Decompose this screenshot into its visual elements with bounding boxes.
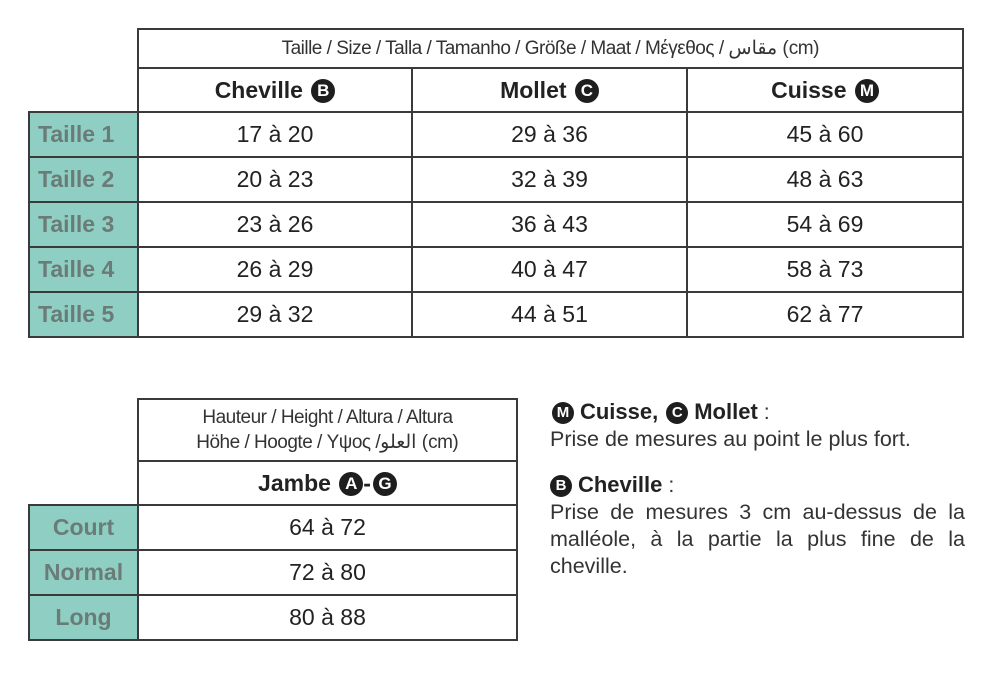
- table-cell: 64 à 72: [138, 505, 517, 550]
- table-cell: 17 à 20: [138, 112, 412, 157]
- height-caption-line1: Hauteur / Height / Altura / Altura: [202, 407, 453, 428]
- table-cell: 48 à 63: [687, 157, 963, 202]
- note1-title-mollet: Mollet: [694, 399, 758, 424]
- table-row: [29, 505, 517, 550]
- badge-separator: -: [363, 469, 371, 496]
- corner-blank: [29, 68, 138, 112]
- note2-colon: :: [668, 473, 675, 497]
- column-label: Cuisse: [771, 76, 847, 103]
- table-row: [29, 595, 517, 640]
- column-label: Jambe: [258, 469, 331, 496]
- column-header-mollet: [412, 68, 687, 112]
- size-table: [28, 28, 964, 338]
- badge-b-icon: B: [550, 475, 572, 497]
- size-caption: Taille / Size / Talla / Tamanho / Größe / Maat / Μέγεθος / مقاس (cm): [138, 29, 963, 68]
- table-row: [29, 247, 963, 292]
- row-header: Taille 5: [29, 292, 138, 337]
- badge-c-icon: C: [666, 402, 688, 424]
- table-cell: 23 à 26: [138, 202, 412, 247]
- row-header: Taille 2: [29, 157, 138, 202]
- table-row: [29, 550, 517, 595]
- badge-g-icon: G: [373, 472, 397, 496]
- badge-c-icon: C: [575, 79, 599, 103]
- table-row: [29, 292, 963, 337]
- table-cell: 29 à 32: [138, 292, 412, 337]
- row-header: Taille 4: [29, 247, 138, 292]
- measurement-notes: [550, 398, 965, 580]
- table-cell: 45 à 60: [687, 112, 963, 157]
- corner-blank: [29, 461, 138, 505]
- table-cell: 72 à 80: [138, 550, 517, 595]
- badge-b-icon: B: [311, 79, 335, 103]
- table-cell: 54 à 69: [687, 202, 963, 247]
- table-row: [29, 112, 963, 157]
- row-header: Normal: [29, 550, 138, 595]
- column-header-cheville: [138, 68, 412, 112]
- badge-m-icon: M: [552, 402, 574, 424]
- column-label: Cheville: [214, 76, 303, 103]
- column-label: Mollet: [500, 76, 567, 103]
- table-row: [29, 157, 963, 202]
- table-cell: 80 à 88: [138, 595, 517, 640]
- height-table: [28, 398, 518, 641]
- row-header: Taille 1: [29, 112, 138, 157]
- note2-title: Cheville: [577, 472, 663, 497]
- badge-a-icon: A: [339, 472, 363, 496]
- badge-m-icon: M: [855, 79, 879, 103]
- table-cell: 29 à 36: [412, 112, 687, 157]
- note1-title-cuisse: Cuisse,: [579, 399, 659, 424]
- table-cell: 26 à 29: [138, 247, 412, 292]
- note1-colon: :: [763, 400, 770, 424]
- column-header-jambe: [138, 461, 517, 505]
- note1-heading: [550, 398, 965, 426]
- table-cell: 62 à 77: [687, 292, 963, 337]
- table-row: [29, 202, 963, 247]
- column-header-cuisse: [687, 68, 963, 112]
- row-header: Long: [29, 595, 138, 640]
- table-cell: 20 à 23: [138, 157, 412, 202]
- corner-blank: [29, 399, 138, 461]
- table-cell: 40 à 47: [412, 247, 687, 292]
- height-caption-line2: Höhe / Hoogte / Υψος /العلو (cm): [196, 432, 459, 453]
- note1-text: Prise de mesures au point le plus fort.: [550, 427, 911, 451]
- note2-heading: [550, 471, 965, 499]
- corner-blank: [29, 29, 138, 68]
- row-header: Court: [29, 505, 138, 550]
- table-cell: 58 à 73: [687, 247, 963, 292]
- height-caption: [138, 399, 517, 461]
- note2-text: Prise de mesures 3 cm au-dessus de la malléole, à la partie la plus fine de la cheville.: [550, 500, 965, 578]
- table-cell: 44 à 51: [412, 292, 687, 337]
- table-cell: 32 à 39: [412, 157, 687, 202]
- table-cell: 36 à 43: [412, 202, 687, 247]
- row-header: Taille 3: [29, 202, 138, 247]
